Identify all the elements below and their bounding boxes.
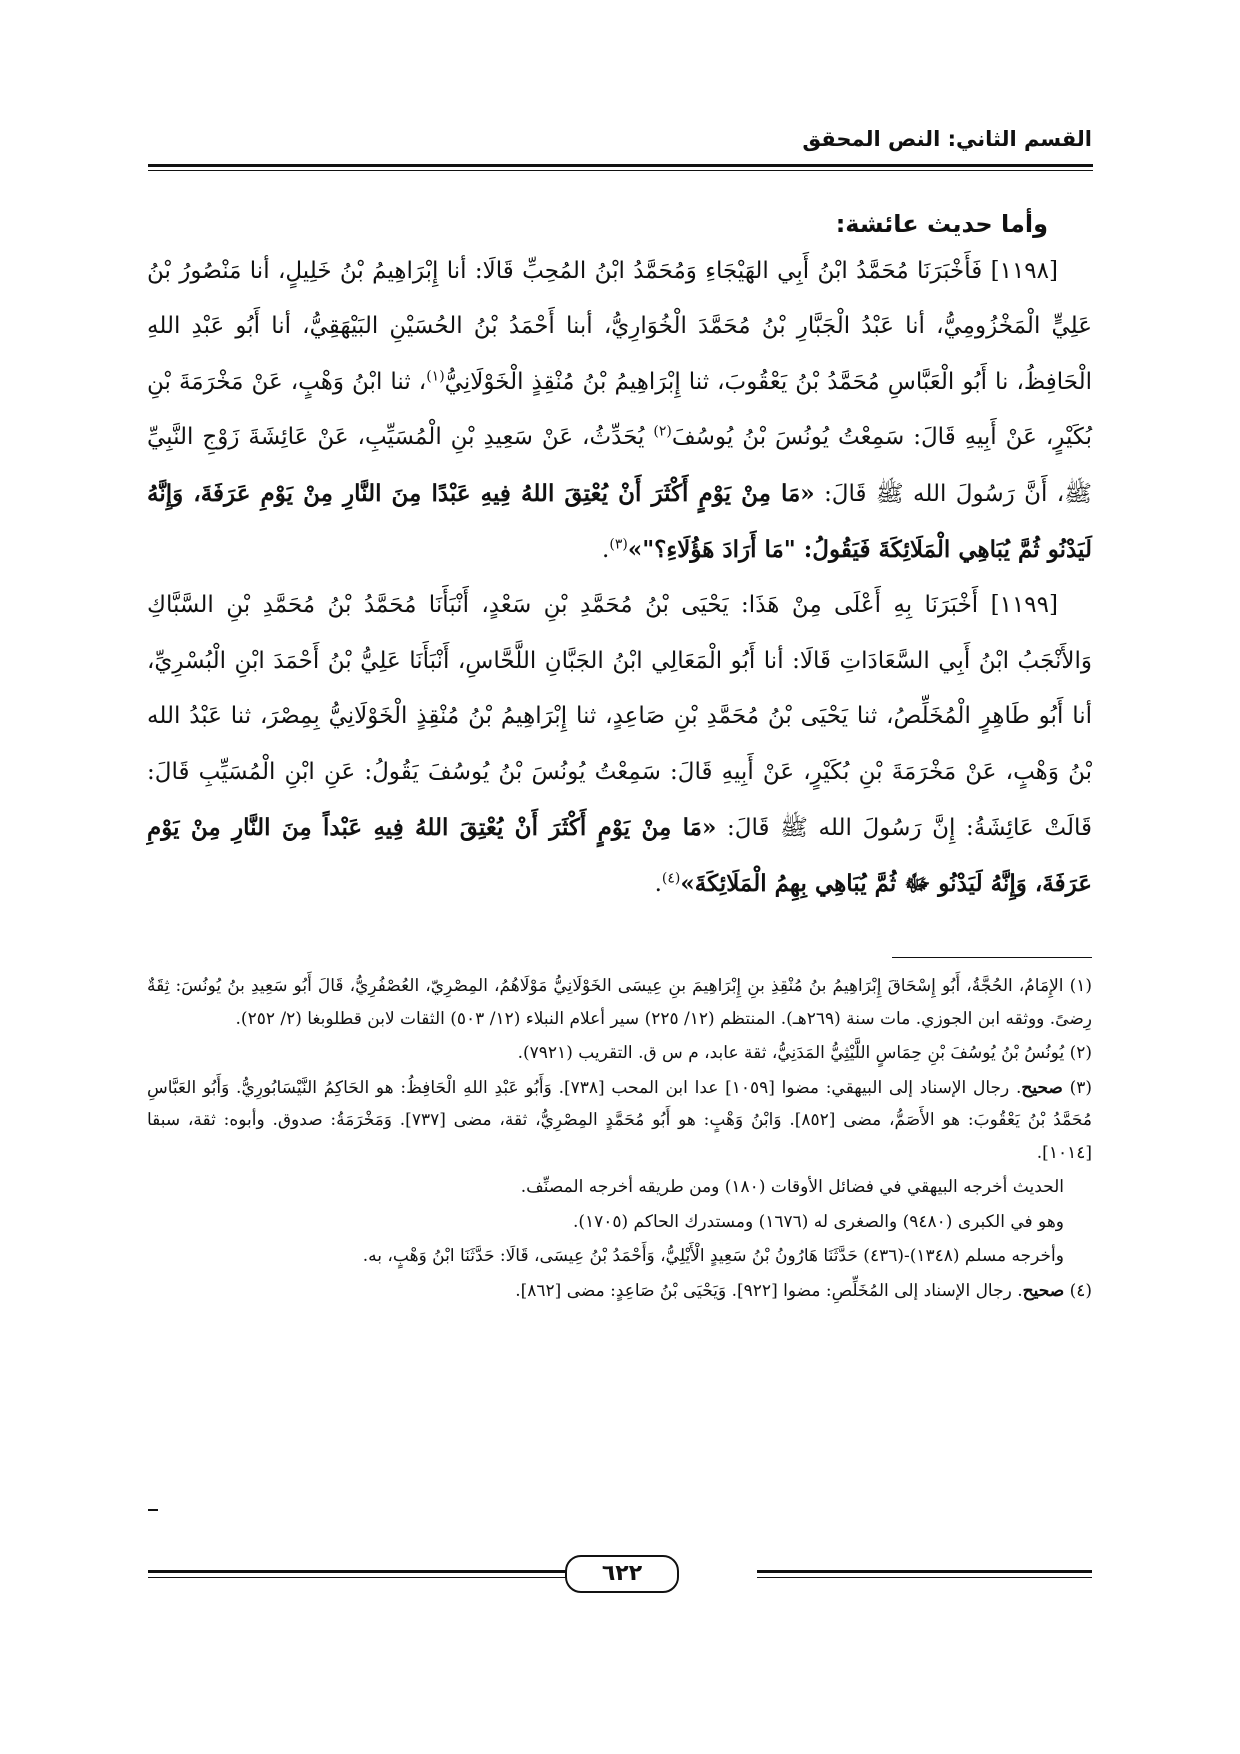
- footnotes: [147, 970, 1092, 1309]
- footnote-2: (٢) يُونُسُ بْنُ يُوسُفَ بْنِ حِمَاسٍ اللَّيْثِيُّ المَدَنِيُّ، ثقة عابد، م س ق. التقريب (٧٩٢١).: [517, 1043, 1092, 1063]
- hadith-number: [١١٩٩]: [990, 592, 1058, 619]
- grading-label: صحيح: [1021, 1077, 1063, 1098]
- footer-rule-right: [757, 1577, 1092, 1578]
- footer-rule-right: [757, 1570, 1092, 1573]
- footnote-4: [147, 1275, 1092, 1308]
- footnote-marker[interactable]: (٤): [661, 870, 681, 887]
- header-rule-thick: [148, 164, 1093, 167]
- page-number: ٦٢٢: [565, 1555, 679, 1593]
- footer-rule-left: [148, 1577, 568, 1578]
- sentence-end: .: [602, 537, 610, 564]
- footnote-3: [147, 1072, 1092, 1170]
- footnote-1: (١) الإِمَامُ، الحُجَّةُ، أَبُو إِسْحَاقَ إِبْرَاهِيمُ بنُ مُنْقِذِ بنِ إِبْرَاهِيمَ بنِ عِيسَى الخَوْلَانِيُّ مَوْلَاهُمُ، المِصْرِيّ، العُصْفُرِيُّ، قَالَ أَبُو سَعِيدِ بنُ يُونُسَ: ثِقَةٌ رِضىً. ووثقه ابن الجوزي. مات سنة (٢٦٩هـ). المنتظم (١٢/ ٢٢٥) سير أعلام النبلاء (١٢/ ٥٠٣) الثقات لابن قطلوبغا (٢/ ٢٥٢).: [147, 976, 1092, 1029]
- footnote-marker[interactable]: (٣): [609, 536, 628, 553]
- isnad-text: فَأَخْبَرَنَا مُحَمَّدُ ابْنُ أَبِي الهَيْجَاءِ وَمُحَمَّدُ ابْنُ المُحِبِّ قَالَا: أنا إِبْرَاهِيمُ بْنُ خَلِيلٍ، أنا مَنْصُورُ بْنُ عَلِيٍّ الْمَخْزُومِيُّ، أنا عَبْدُ الْجَبَّارِ بْنُ مُحَمَّدَ الْخُوَارِيُّ، أبنا أَحْمَدُ بْنُ الحُسَيْنِ البَيْهَقِيُّ، أنا أَبُو عَبْدِ اللهِ الْحَافِظُ، نا أَبُو الْعَبَّاسِ مُحَمَّدُ بْنُ يَعْقُوبَ، ثنا إِبْرَاهِيمُ بْنُ مُنْقِذٍ الْخَوْلَانِيُّ: [147, 258, 1092, 395]
- isnad-text: ، ثنا ابْنُ وَهْبٍ، عَنْ مَخْرَمَةَ بْنِ بُكَيْرٍ، عَنْ أَبِيهِ قَالَ: سَمِعْتُ يُونُسَ بْنُ يُوسُفَ: [147, 368, 1093, 451]
- footnote-text: . رجال الإسناد إلى المُخَلِّصِ: مضوا [٩٢٢]. وَيَحْيَى بْنُ صَاعِدٍ: مضى [٨٦٢].: [515, 1280, 1023, 1301]
- running-header-title: القسم الثاني: النص المحقق: [802, 127, 1092, 151]
- footnote-text: . رجال الإسناد إلى البيهقي: مضوا [١٠٥٩] عدا ابن المحب [٧٣٨]. وَأَبُو عَبْدِ اللهِ الْحَافِظُ: هو الحَاكِمُ النَّيْسَابُورِيُّ. وَأَبُو العَبَّاسِ مُحَمَّدُ بْنُ يَعْقُوبَ: هو الأَصَمُّ، مضى [٨٥٢]. وَابْنُ وَهْبٍ: هو أَبُو مُحَمَّدٍ المِصْرِيُّ، ثقة، مضى [٧٣٧]. وَمَخْرَمَةُ: صدوق. وأبوه: ثقة، سبقا [١٠١٤].: [147, 1077, 1092, 1163]
- hadith-number: [١١٩٨]: [990, 258, 1058, 284]
- main-text: [147, 204, 1092, 913]
- footer-rule-left: [148, 1570, 568, 1573]
- footnote-number: (٤): [1064, 1280, 1092, 1301]
- isnad-text: أَخْبَرَنَا بِهِ أَعْلَى مِنْ هَذَا: يَحْيَى بْنُ مُحَمَّدِ بْنِ سَعْدٍ، أَنْبَأَنَا مُحَمَّدُ بْنُ مُحَمَّدِ بْنِ السَّبَّاكِ وَالأَنْجَبُ ابْنُ أَبِي السَّعَادَاتِ قَالَا: أنا أَبُو الْمَعَالِي ابْنُ الجَبَّانِ اللَّحَّاسِ، أَنْبَأَنَا عَلِيُّ بْنُ أَحْمَدَ ابْنِ الْبُسْرِيِّ، أنا أَبُو طَاهِرٍ الْمُخَلِّصُ، ثنا يَحْيَى بْنُ مُحَمَّدِ بْنِ صَاعِدٍ، ثنا إِبْرَاهِيمُ بْنُ مُنْقِذٍ الْخَوْلَانِيُّ بِمِصْرَ، ثنا عَبْدُ الله بْنُ وَهْبٍ، عَنْ مَخْرَمَةَ بْنِ بُكَيْرٍ، عَنْ أَبِيهِ قَالَ: سَمِعْتُ يُونُسَ بْنُ يُوسُفَ يَقُولُ: عَنِ ابْنِ الْمُسَيِّبِ قَالَ: قَالَتْ عَائِشَةُ: إِنَّ رَسُولَ الله ﷺ قَالَ:: [147, 592, 1092, 842]
- footnote-marker[interactable]: (٢): [653, 423, 672, 440]
- footnote-marker[interactable]: (١): [426, 368, 445, 385]
- footnote-separator: [892, 957, 1092, 958]
- sentence-end: .: [654, 871, 662, 898]
- footnote-3-takhrij: الحديث أخرجه البيهقي في فضائل الأوقات (١٨٠) ومن طريقه أخرجه المصنِّف.: [520, 1177, 1064, 1197]
- footnote-3-takhrij: وهو في الكبرى (٩٤٨٠) والصغرى له (١٦٧٦) ومستدرك الحاكم (١٧٠٥).: [572, 1211, 1064, 1232]
- header-rule-thin: [148, 170, 1093, 171]
- page-mark: [148, 1509, 158, 1511]
- hadith-1198: [147, 244, 1092, 578]
- footnote-3-takhrij: وأخرجه مسلم (١٣٤٨)-(٤٣٦) حَدَّثَنَا هَارُونُ بْنُ سَعِيدٍ الْأَيْلِيُّ، وَأَحْمَدُ بْنُ عِيسَى، قَالَا: حَدَّثَنَا ابْنُ وَهْبٍ، به.: [362, 1246, 1064, 1266]
- grading-label: صحيح: [1022, 1280, 1065, 1301]
- footnote-number: (٣): [1062, 1077, 1092, 1098]
- isnad-text: يُحَدِّثُ، عَنْ سَعِيدِ بْنِ الْمُسَيِّبِ، عَنْ عَائِشَةَ زَوْجِ النَّبِيِّ ﷺ، أَنَّ رَسُولَ الله ﷺ قَالَ:: [147, 424, 1092, 507]
- hadith-1199: [147, 578, 1092, 912]
- section-heading: وأما حديث عائشة:: [835, 210, 1048, 238]
- hadith-matn: «مَا مِنْ يَوْمٍ أَكْثَرَ أَنْ يُعْتِقَ اللهُ فِيهِ عَبْدًا مِنَ النَّارِ مِنْ يَوْمِ عَرَفَةَ، وَإِنَّهُ لَيَدْنُو ثُمَّ يُبَاهِي الْمَلَائِكَةَ فَيَقُولُ: "مَا أَرَادَ هَؤُلَاءِ؟"»: [147, 479, 1092, 564]
- hadith-matn: «مَا مِنْ يَوْمٍ أَكْثَرَ أَنْ يُعْتِقَ اللهُ فِيهِ عَبْداً مِنَ النَّارِ مِنْ يَوْمِ عَرَفَةَ، وَإِنَّهُ لَيَدْنُو ﷻ ثُمَّ يُبَاهِي بِهِمُ الْمَلَائِكَةَ»: [147, 814, 1092, 898]
